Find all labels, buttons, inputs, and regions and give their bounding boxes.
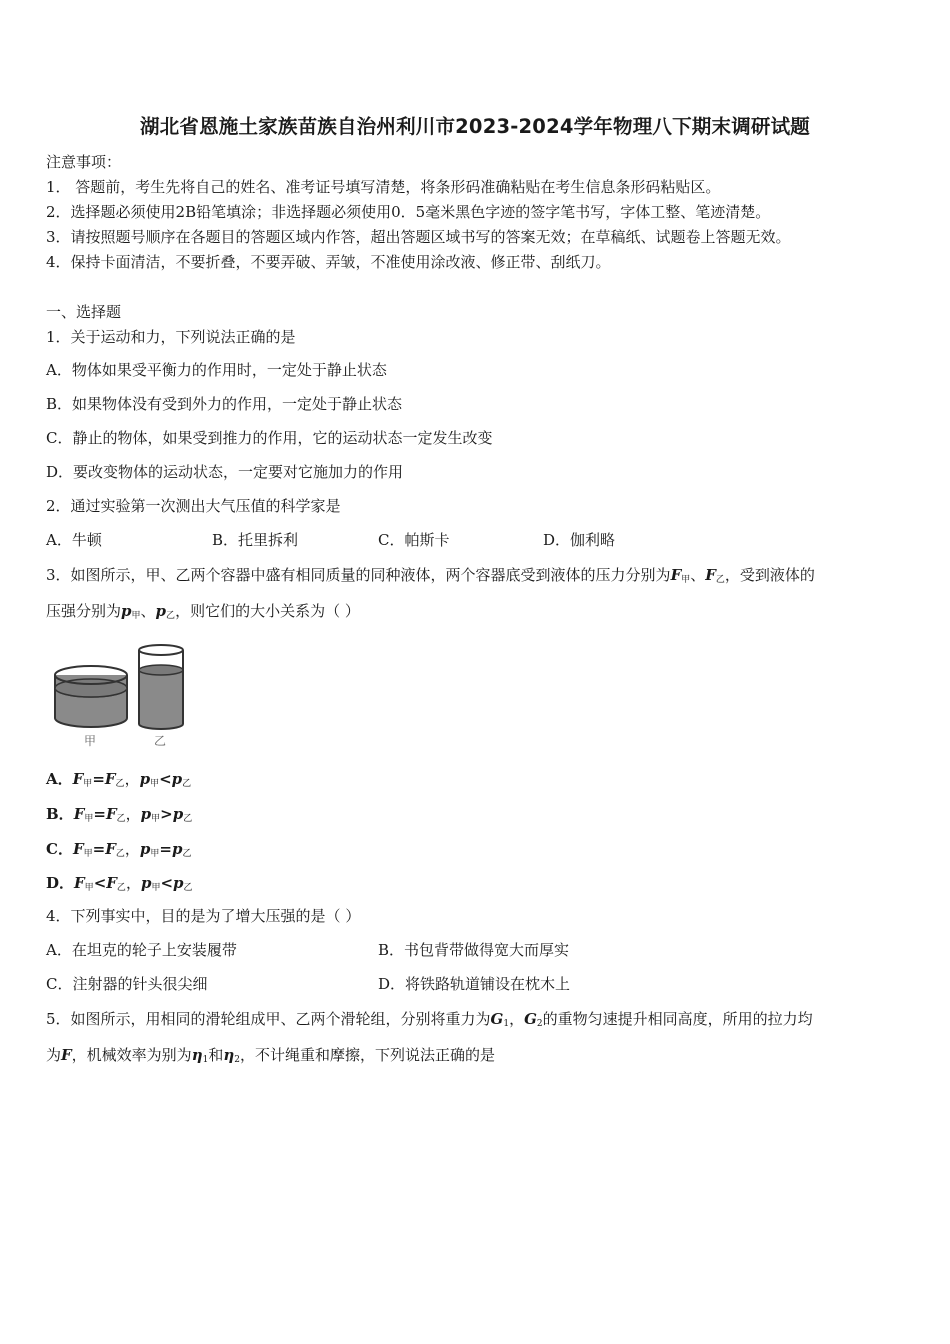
pressure-symbol: p [171,840,183,858]
pressure-symbol: p [140,874,152,892]
question-3-stem-line2 [46,601,360,626]
subscript: 甲 [83,849,93,859]
force-symbol: F [105,805,117,823]
pressure-symbol: p [173,874,184,892]
notice-item: 1． 答题前，考生先将自己的姓名、准考证号填写清楚，将条形码准确粘贴在考生信息条形码粘贴区。 [46,178,721,196]
separator: ， [125,874,141,892]
subscript: 甲 [131,611,141,621]
notice-item: 4．保持卡面清洁，不要折叠，不要弄破、弄皱，不准使用涂改液、修正带、刮纸刀。 [46,253,611,271]
relation: < [160,874,174,892]
pressure-symbol: p [172,805,184,823]
subscript: 乙 [115,779,125,789]
question-1-option-c: C．静止的物体，如果受到推力的作用，它的运动状态一定发生改变 [46,429,493,447]
weight-symbol: G [524,1010,537,1028]
force-symbol: F [72,770,84,788]
question-2-option-c: C．帕斯卡 [378,531,450,549]
separator: ， [509,1010,525,1028]
figure-label-yi: 乙 [154,734,167,748]
pressure-symbol: p [171,770,183,788]
pressure-symbol: p [139,840,151,858]
subscript: 甲 [681,575,691,585]
force-symbol: F [670,566,682,584]
stem-text: ，机械效率为别为 [71,1046,192,1064]
separator: 、 [140,602,156,620]
subscript: 乙 [182,779,192,789]
question-4-stem: 4．下列事实中，目的是为了增大压强的是（ ） [46,907,361,925]
option-letter: D． [46,874,75,892]
notice-item: 2．选择题必须使用2B铅笔填涂；非选择题必须使用0．5毫米黑色字迹的签字笔书写，字体工整、笔迹清楚。 [46,203,771,221]
option-letter: C． [46,840,73,858]
pressure-symbol: p [155,602,167,620]
force-symbol: F [61,1046,72,1064]
force-symbol: F [104,770,116,788]
efficiency-symbol: η [223,1046,235,1064]
question-1-option-d: D．要改变物体的运动状态，一定要对它施加力的作用 [46,463,404,481]
stem-text: 为 [46,1046,62,1064]
force-symbol: F [73,805,85,823]
question-4-option-a: A．在坦克的轮子上安装履带 [46,941,237,959]
relation: = [93,805,106,823]
question-3-option-c [46,839,192,864]
question-2-stem: 2．通过实验第一次测出大气压值的科学家是 [46,497,341,515]
pressure-symbol: p [139,770,151,788]
stem-text: 和 [208,1046,224,1064]
stem-text: ，则它们的大小关系为（ ） [175,602,360,620]
subscript: 甲 [83,779,93,789]
force-symbol: F [105,840,116,858]
question-3-option-a [46,769,191,794]
force-symbol: F [705,566,716,584]
subscript: 乙 [115,849,125,859]
notice-item: 3．请按照题号顺序在各题目的答题区域内作答，超出答题区域书写的答案无效；在草稿纸、试题卷上答题无效。 [46,228,791,246]
separator: ， [124,840,140,858]
question-3-option-d [46,873,193,898]
subscript: 1 [503,1019,510,1029]
question-4-option-d: D．将铁路轨道铺设在枕木上 [378,975,571,993]
pressure-symbol: p [140,805,152,823]
weight-symbol: G [490,1010,504,1028]
question-2-option-d: D．伽利略 [543,531,616,549]
option-letter: A． [46,770,73,788]
subscript: 甲 [84,814,94,824]
question-2-option-b: B．托里拆利 [212,531,299,549]
subscript: 2 [234,1055,240,1065]
subscript: 1 [202,1055,209,1065]
notice-heading: 注意事项： [46,153,122,171]
force-symbol: F [106,874,117,892]
containers-figure [50,640,195,752]
separator: ， [124,770,140,788]
stem-text: ，受到液体的 [724,566,815,584]
subscript: 乙 [166,611,176,621]
question-1-stem: 1．关于运动和力，下列说法正确的是 [46,328,296,346]
subscript: 2 [536,1019,543,1029]
stem-text: 压强分别为 [46,602,122,620]
stem-text: 的重物匀速提升相同高度，所用的拉力均 [542,1010,813,1028]
subscript: 甲 [151,814,161,824]
subscript: 乙 [183,883,193,893]
force-symbol: F [72,840,84,858]
separator: ， [125,805,141,823]
stem-text: 3．如图所示，甲、乙两个容器中盛有相同质量的同种液体，两个容器底受到液体的压力分别为 [46,566,671,584]
force-symbol: F [74,874,85,892]
question-4-option-b: B．书包背带做得宽大而厚实 [378,941,570,959]
subscript: 甲 [150,849,160,859]
question-1-option-b: B．如果物体没有受到外力的作用，一定处于静止状态 [46,395,403,413]
page-title: 湖北省恩施土家族苗族自治州利川市2023-2024学年物理八下期末调研试题 [139,115,811,138]
relation: > [160,805,173,823]
subscript: 甲 [151,883,161,893]
section-heading: 一、选择题 [46,303,122,321]
subscript: 乙 [116,814,126,824]
subscript: 甲 [84,883,94,893]
option-letter: B． [46,805,74,823]
question-1-option-a: A．物体如果受平衡力的作用时，一定处于静止状态 [46,361,387,379]
subscript: 甲 [150,779,160,789]
subscript: 乙 [183,814,193,824]
relation: < [159,770,172,788]
relation: < [93,874,107,892]
question-5-stem-line1 [46,1009,813,1034]
question-3-option-b [46,804,192,829]
stem-text: 5．如图所示，用相同的滑轮组成甲、乙两个滑轮组，分别将重力为 [46,1010,491,1028]
relation: = [92,770,105,788]
question-2-option-a: A．牛顿 [46,531,102,549]
subscript: 乙 [182,849,192,859]
relation: = [159,840,172,858]
question-4-option-c: C．注射器的针头很尖细 [46,975,208,993]
subscript: 乙 [715,575,725,585]
efficiency-symbol: η [191,1046,203,1064]
separator: 、 [690,566,706,584]
pressure-symbol: p [121,602,132,620]
question-5-stem-line2 [46,1045,495,1070]
question-3-stem-line1 [46,565,815,590]
containers-illustration [50,640,195,752]
stem-text: ，不计绳重和摩擦，下列说法正确的是 [239,1046,495,1064]
figure-label-jia: 甲 [84,734,97,748]
relation: = [92,840,106,858]
subscript: 乙 [116,883,126,893]
